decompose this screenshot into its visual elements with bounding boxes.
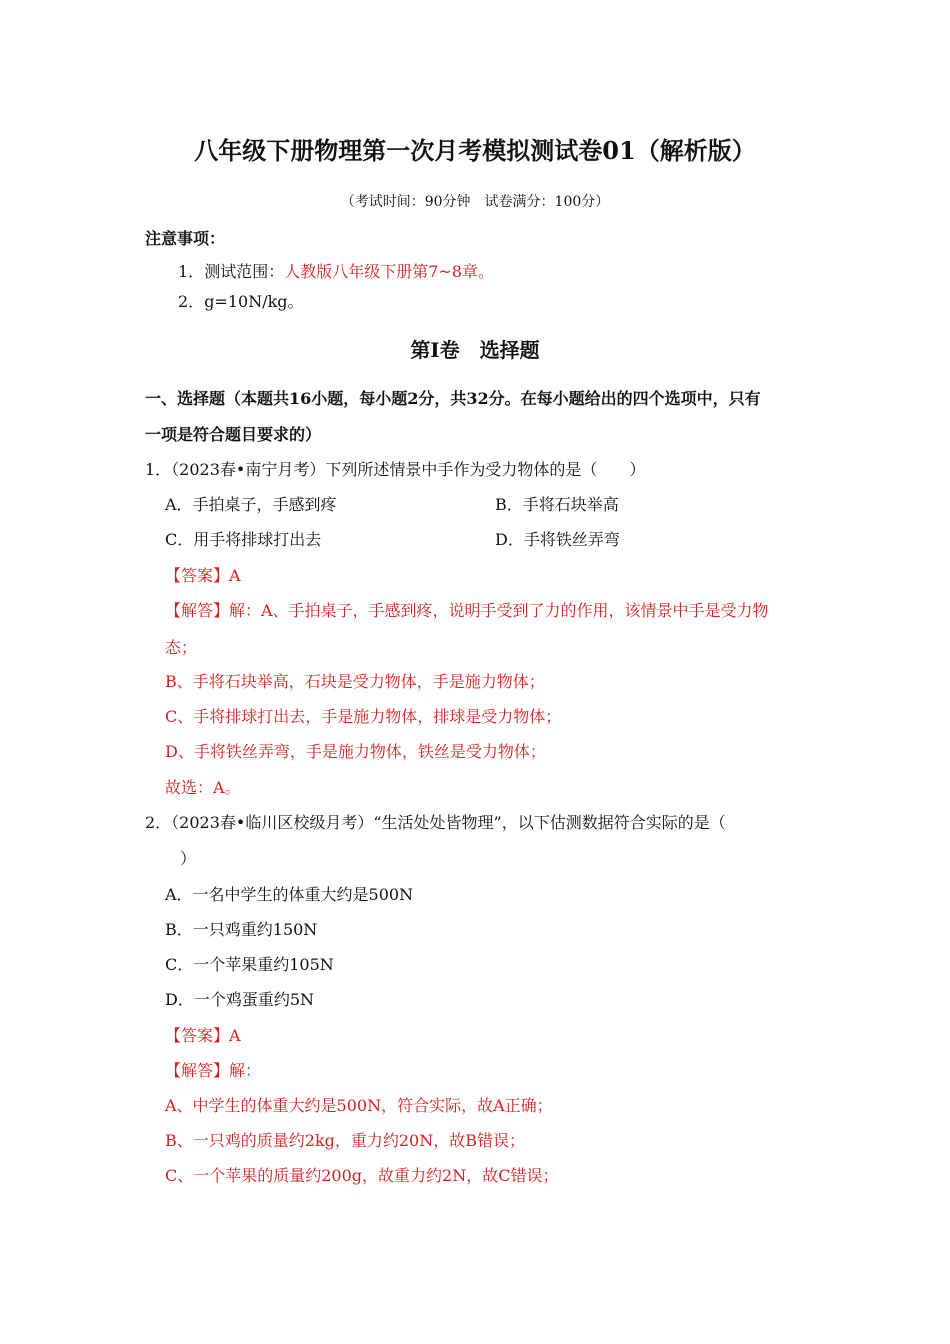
question-2-option-a: A．一名中学生的体重大约是500N xyxy=(165,885,414,904)
question-1-analysis-line: B、手将石块举高，石块是受力物体，手是施力物体； xyxy=(165,672,545,691)
notice-item-1 xyxy=(178,262,494,282)
question-1-option-c: C．用手将排球打出去 xyxy=(165,530,322,549)
question-2-option-d: D．一个鸡蛋重约5N xyxy=(165,990,315,1009)
question-1-analysis-line: 态； xyxy=(165,638,198,657)
section-title: 第Ⅰ卷 选择题 xyxy=(410,338,540,362)
question-1-answer: 【答案】A xyxy=(165,566,241,585)
notice-item-number: 2． xyxy=(178,292,205,311)
question-2-stem-line-2: ） xyxy=(180,849,197,868)
notice-item-value: 人教版八年级下册第7~8章。 xyxy=(284,262,494,281)
question-2-option-b: B．一只鸡重约150N xyxy=(165,920,318,939)
question-1-analysis-line: D、手将铁丝弄弯，手是施力物体，铁丝是受力物体； xyxy=(165,742,546,761)
question-2-analysis-line: 【解答】解： xyxy=(165,1061,262,1080)
question-1-analysis-line: 【解答】解：A、手拍桌子，手感到疼，说明手受到了力的作用，该情景中手是受力物 xyxy=(165,601,769,620)
notice-heading: 注意事项： xyxy=(145,229,226,248)
notice-item-label: 测试范围： xyxy=(204,262,285,281)
question-2-stem-line-1: 2．（2023春•临川区校级月考）“生活处处皆物理”，以下估测数据符合实际的是（ xyxy=(145,813,726,832)
question-1-analysis-line: C、手将排球打出去，手是施力物体，排球是受力物体； xyxy=(165,707,562,726)
question-1-option-d: D．手将铁丝弄弯 xyxy=(495,530,620,549)
part-heading-line-1: 一、选择题（本题共16小题，每小题2分，共32分。在每小题给出的四个选项中，只有 xyxy=(145,389,761,408)
document-title: 八年级下册物理第一次月考模拟测试卷01（解析版） xyxy=(194,136,756,165)
question-1-analysis-line: 故选：A。 xyxy=(165,778,241,797)
notice-item-number: 1． xyxy=(178,262,205,281)
exam-info: （考试时间：90分钟 试卷满分：100分） xyxy=(340,194,610,210)
question-2-option-c: C．一个苹果重约105N xyxy=(165,955,334,974)
question-2-answer: 【答案】A xyxy=(165,1026,241,1045)
question-1-option-a: A．手拍桌子，手感到疼 xyxy=(165,495,337,514)
question-1-option-b: B．手将石块举高 xyxy=(495,495,619,514)
question-1-stem: 1．（2023春•南宁月考）下列所述情景中手作为受力物体的是（ ） xyxy=(145,460,646,479)
question-2-analysis-line: B、一只鸡的质量约2kg，重力约20N，故B错误； xyxy=(165,1131,525,1150)
notice-item-label: g=10N/kg。 xyxy=(204,292,304,311)
question-2-analysis-line: A、中学生的体重大约是500N，符合实际，故A正确； xyxy=(165,1096,553,1115)
notice-item-2 xyxy=(178,292,304,312)
part-heading-line-2: 一项是符合题目要求的） xyxy=(145,425,322,444)
question-2-analysis-line: C、一个苹果的质量约200g，故重力约2N，故C错误； xyxy=(165,1166,559,1185)
